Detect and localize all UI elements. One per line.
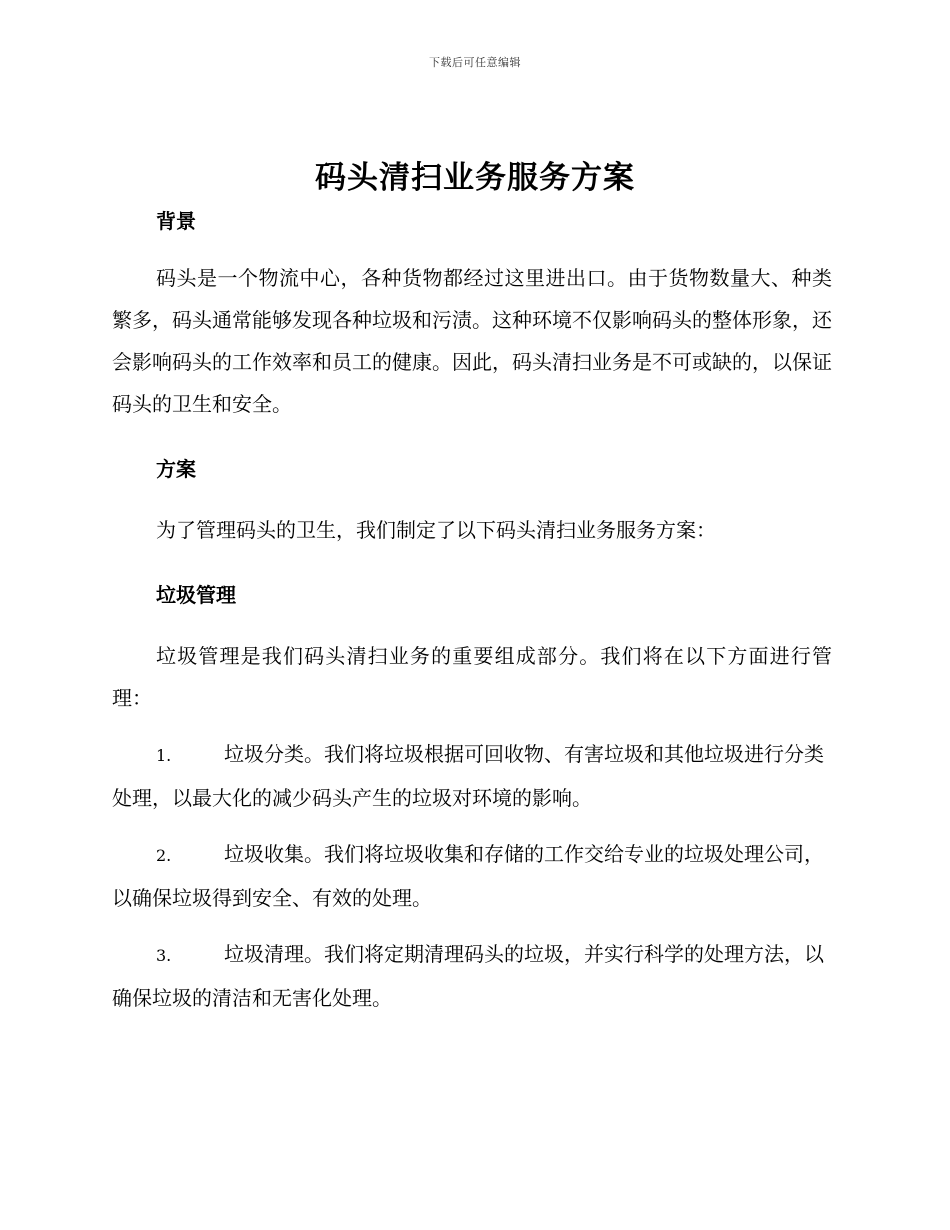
list-item-number: 2. (156, 846, 172, 865)
list-item (112, 933, 832, 1019)
paragraph-waste: 垃圾管理是我们码头清扫业务的重要组成部分。我们将在以下方面进行管理： (112, 644, 832, 710)
list-item-number: 3. (156, 946, 172, 965)
section-heading-waste: 垃圾管理 (156, 583, 236, 607)
paragraph-background: 码头是一个物流中心，各种货物都经过这里进出口。由于货物数量大、种类繁多，码头通常能够发现各种垃圾和污渍。这种环境不仅影响码头的整体形象，还会影响码头的工作效率和员工的健康。因此，码头清扫业务是不可或缺的，以保证码头的卫生和安全。 (112, 266, 832, 416)
section-heading-background: 背景 (156, 209, 196, 233)
header-note: 下载后可任意编辑 (429, 56, 521, 69)
list-item-text: 垃圾分类。我们将垃圾根据可回收物、有害垃圾和其他垃圾进行分类处理，以最大化的减少码头产生的垃圾对环境的影响。 (112, 742, 824, 810)
list-item-text: 垃圾清理。我们将定期清理码头的垃圾，并实行科学的处理方法，以确保垃圾的清洁和无害化处理。 (112, 942, 824, 1010)
section-heading-plan: 方案 (156, 457, 196, 481)
document-title: 码头清扫业务服务方案 (315, 160, 635, 196)
list-item-number: 1. (156, 746, 172, 765)
document-body (112, 203, 832, 1019)
list-item (112, 733, 832, 819)
list-item-text: 垃圾收集。我们将垃圾收集和存储的工作交给专业的垃圾处理公司，以确保垃圾得到安全、有效的处理。 (112, 842, 824, 910)
list-item (112, 833, 832, 919)
paragraph-plan: 为了管理码头的卫生，我们制定了以下码头清扫业务服务方案： (156, 518, 716, 542)
